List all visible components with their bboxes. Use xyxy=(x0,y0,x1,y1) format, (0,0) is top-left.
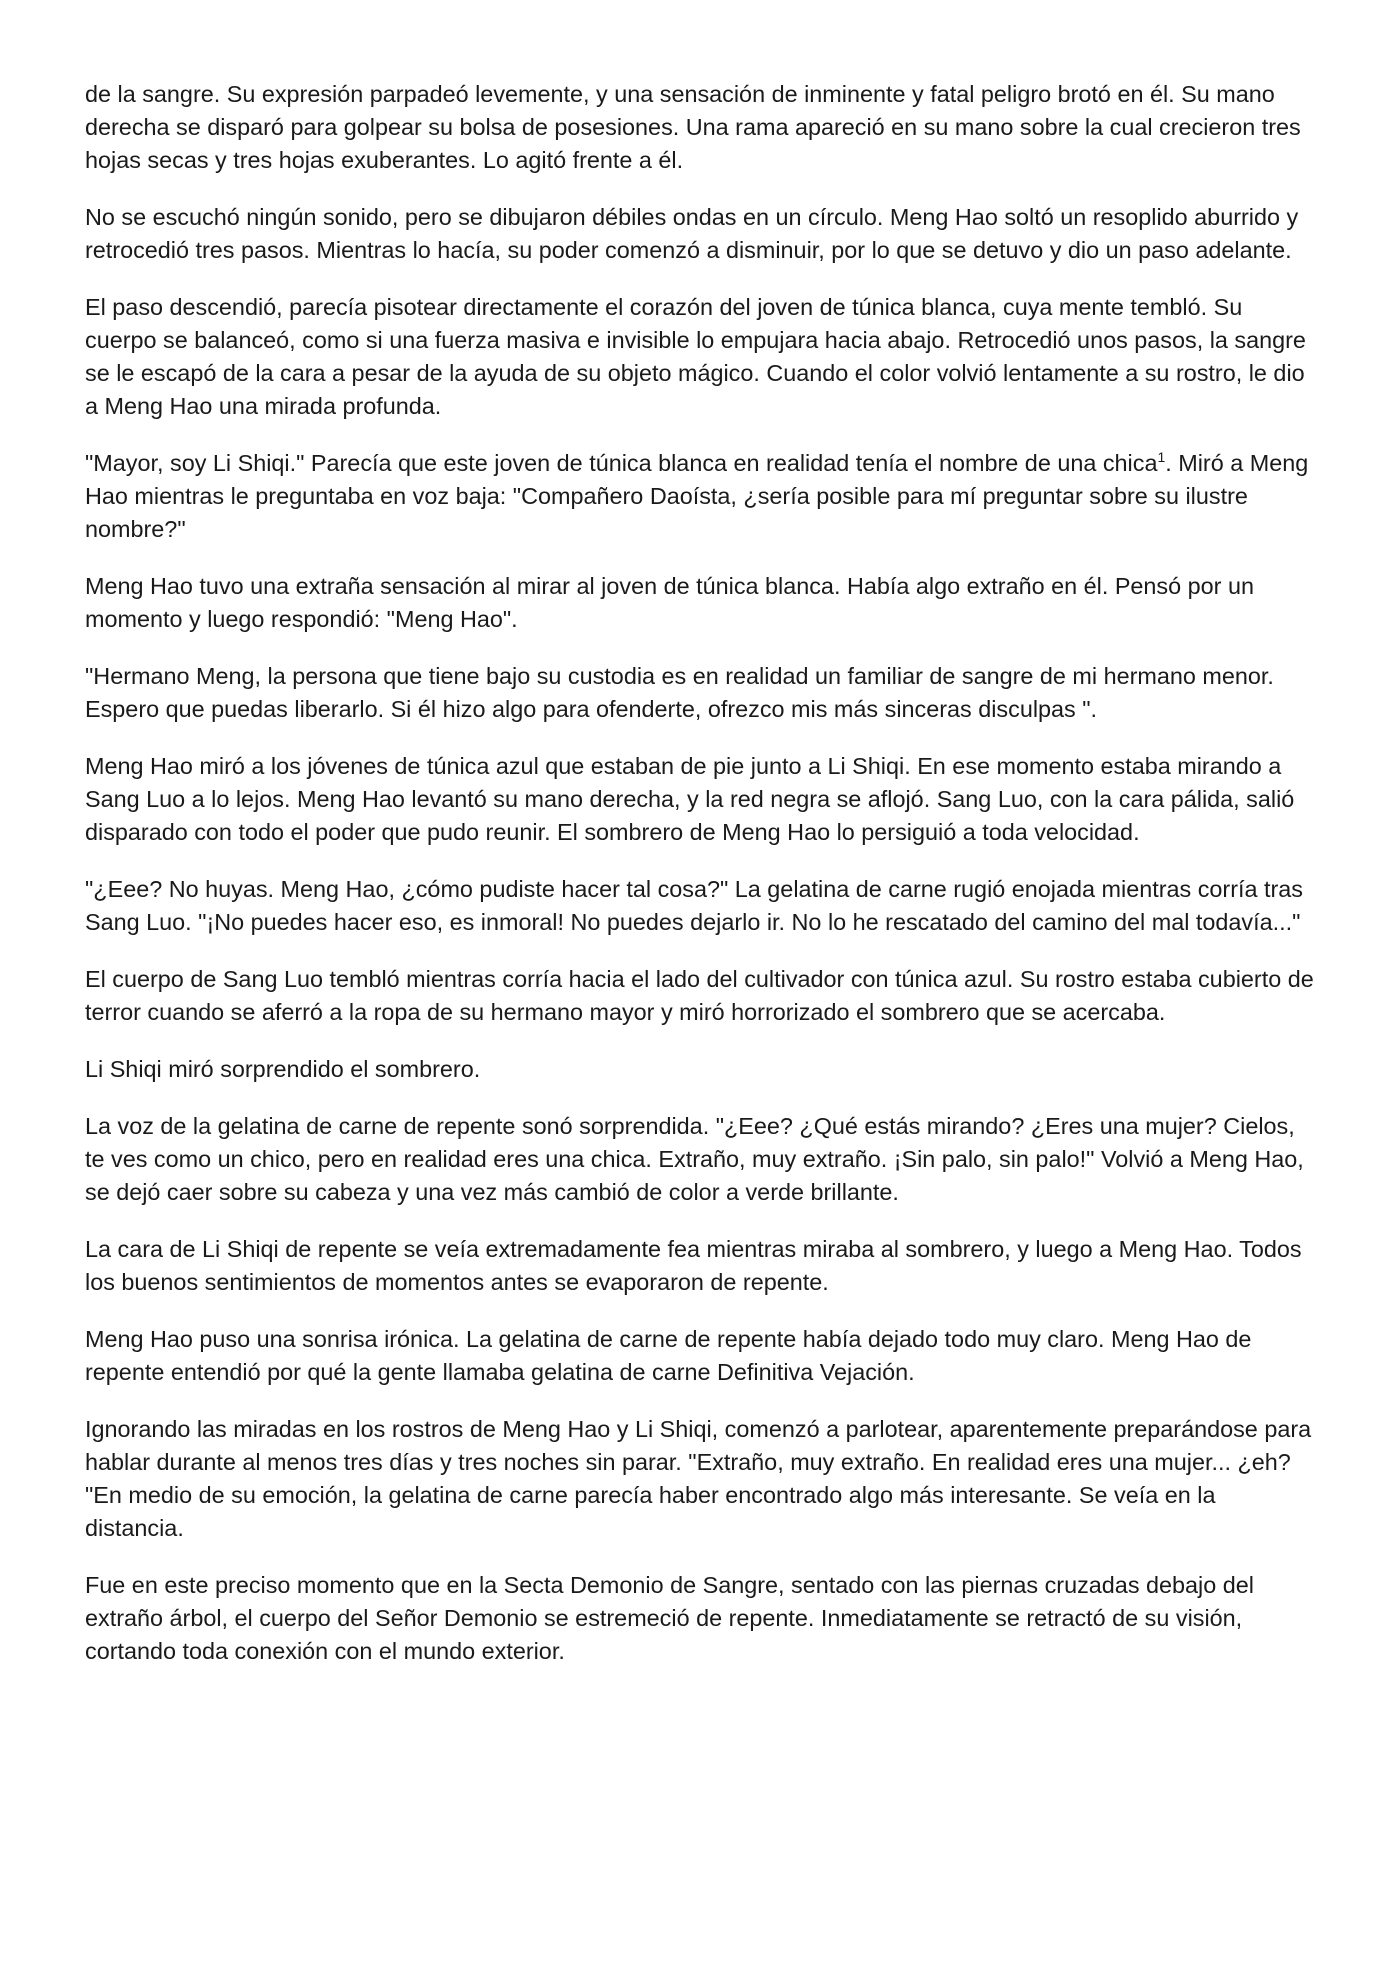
paragraph: Meng Hao miró a los jóvenes de túnica azul que estaban de pie junto a Li Shiqi. En ese momento estaba mirando a Sang Luo a lo lejos. Meng Hao levantó su mano derecha, y la red negra se aflojó. Sang Luo, con la cara pálida, salió disparado con todo el poder que pudo reunir. El sombrero de Meng Hao lo persiguió a toda velocidad. xyxy=(85,753,1295,845)
paragraph: Fue en este preciso momento que en la Secta Demonio de Sangre, sentado con las piernas cruzadas debajo del extraño árbol, el cuerpo del Señor Demonio se estremeció de repente. Inmediatamente se retractó de su visión, cortando toda conexión con el mundo exterior. xyxy=(85,1572,1254,1664)
paragraph: "¿Eee? No huyas. Meng Hao, ¿cómo pudiste hacer tal cosa?" La gelatina de carne rugió enojada mientras corría tras Sang Luo. "¡No puedes hacer eso, es inmoral! No puedes dejarlo ir. No lo he rescatado del camino del mal todavía..." xyxy=(85,876,1303,935)
paragraph: Meng Hao puso una sonrisa irónica. La gelatina de carne de repente había dejado todo muy claro. Meng Hao de repente entendió por qué la gente llamaba gelatina de carne Definitiva Vejación. xyxy=(85,1326,1252,1385)
paragraph: El paso descendió, parecía pisotear directamente el corazón del joven de túnica blanca, cuya mente tembló. Su cuerpo se balanceó, como si una fuerza masiva e invisible lo empujara hacia abajo. Retrocedió unos pasos, la sangre se le escapó de la cara a pesar de la ayuda de su objeto mágico. Cuando el color volvió lentamente a su rostro, le dio a Meng Hao una mirada profunda. xyxy=(85,294,1306,419)
paragraph: Meng Hao tuvo una extraña sensación al mirar al joven de túnica blanca. Había algo extraño en él. Pensó por un momento y luego respondió: "Meng Hao". xyxy=(85,573,1254,632)
footnote-marker[interactable]: 1 xyxy=(1157,449,1166,466)
paragraph: La cara de Li Shiqi de repente se veía extremadamente fea mientras miraba al sombrero, y luego a Meng Hao. Todos los buenos sentimientos de momentos antes se evaporaron de repente. xyxy=(85,1236,1302,1295)
paragraph: La voz de la gelatina de carne de repente sonó sorprendida. "¿Eee? ¿Qué estás mirando? ¿Eres una mujer? Cielos, te ves como un chico, pero en realidad eres una chica. Extraño, muy extraño. ¡Sin palo, sin palo!" Volvió a Meng Hao, se dejó caer sobre su cabeza y una vez más cambió de color a verde brillante. xyxy=(85,1113,1304,1205)
paragraph: Ignorando las miradas en los rostros de Meng Hao y Li Shiqi, comenzó a parlotear, aparentemente preparándose para hablar durante al menos tres días y tres noches sin parar. "Extraño, muy extraño. En realidad eres una mujer... ¿eh? "En medio de su emoción, la gelatina de carne parecía haber encontrado algo más interesante. Se veía en la distancia. xyxy=(85,1416,1312,1541)
paragraph-text-before-footnote: "Mayor, soy Li Shiqi." Parecía que este joven de túnica blanca en realidad tenía el nombre de una chica xyxy=(85,450,1158,476)
paragraph: de la sangre. Su expresión parpadeó levemente, y una sensación de inminente y fatal peligro brotó en él. Su mano derecha se disparó para golpear su bolsa de posesiones. Una rama apareció en su mano sobre la cual crecieron tres hojas secas y tres hojas exuberantes. Lo agitó frente a él. xyxy=(85,81,1301,173)
paragraph-text-after-footnote: . Miró a Meng Hao mientras le preguntaba en voz baja: "Compañero Daoísta, ¿sería posible para mí preguntar sobre su ilustre nombre?" xyxy=(85,450,1309,542)
paragraph-with-footnote xyxy=(85,447,1315,546)
document-page xyxy=(85,78,1315,1692)
paragraph: "Hermano Meng, la persona que tiene bajo su custodia es en realidad un familiar de sangre de mi hermano menor. Espero que puedas liberarlo. Si él hizo algo para ofenderte, ofrezco mis más sinceras disculpas ". xyxy=(85,663,1274,722)
paragraph: El cuerpo de Sang Luo tembló mientras corría hacia el lado del cultivador con túnica azul. Su rostro estaba cubierto de terror cuando se aferró a la ropa de su hermano mayor y miró horrorizado el sombrero que se acercaba. xyxy=(85,966,1314,1025)
paragraph: No se escuchó ningún sonido, pero se dibujaron débiles ondas en un círculo. Meng Hao soltó un resoplido aburrido y retrocedió tres pasos. Mientras lo hacía, su poder comenzó a disminuir, por lo que se detuvo y dio un paso adelante. xyxy=(85,204,1299,263)
paragraph: Li Shiqi miró sorprendido el sombrero. xyxy=(85,1056,481,1082)
